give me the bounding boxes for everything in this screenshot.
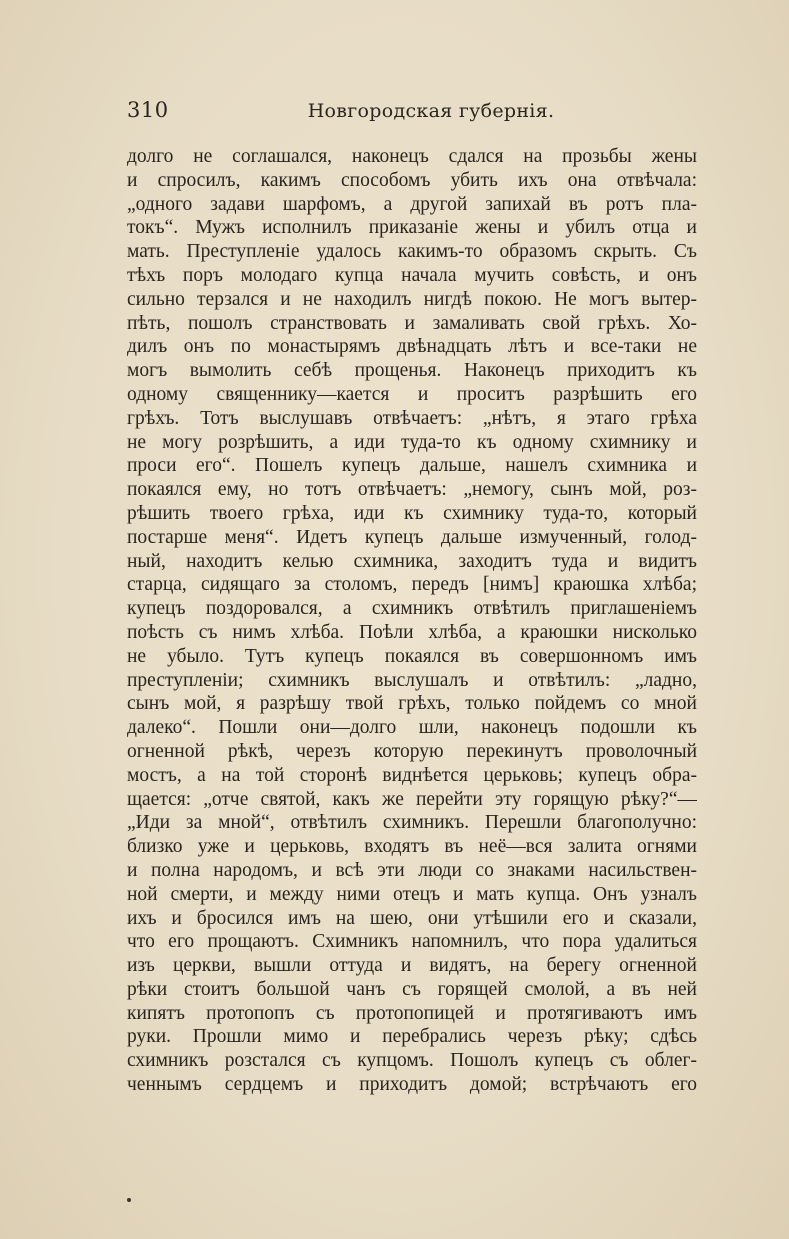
text-line: не убыло. Тутъ купецъ покаялся въ совершонномъ имъ: [127, 645, 697, 667]
text-line: могъ вымолить себѣ прощенья. Наконецъ приходитъ къ: [127, 360, 697, 382]
text-line: кипятъ протопопъ съ протопопицей и протягиваютъ имъ: [127, 1002, 697, 1024]
text-line: и полна народомъ, и всѣ эти люди со знаками насильствен-: [127, 859, 697, 881]
text-line: поѣсть съ нимъ хлѣба. Поѣли хлѣба, а краюшки нисколько: [127, 621, 697, 643]
text-line: щается: „отче святой, какъ же перейти эту горящую рѣку?“—: [127, 788, 697, 810]
running-title: Новгородская губернія.: [307, 100, 555, 122]
ink-speck: [127, 1198, 131, 1202]
text-line: покаялся ему, но тотъ отвѣчаетъ: „немогу, сынъ мой, роз-: [127, 479, 697, 501]
text-line: ной смерти, и между ними отецъ и мать купца. Онъ узналъ: [127, 883, 697, 905]
text-line: рѣки стоитъ большой чанъ съ горящей смолой, а въ ней: [127, 978, 697, 1000]
text-line: близко уже и церьковь, входятъ въ неё—вся залита огнями: [127, 836, 697, 858]
text-line: „одного задави шарфомъ, а другой запихай въ ротъ пла-: [127, 193, 697, 215]
text-line: ченнымъ сердцемъ и приходитъ домой; встрѣчаютъ его: [127, 1074, 697, 1096]
text-line: токъ“. Мужъ исполнилъ приказаніе жены и убилъ отца и: [127, 217, 697, 239]
text-line: мать. Преступленіе удалось какимъ-то образомъ скрыть. Съ: [127, 241, 697, 263]
text-line: „Иди за мной“, отвѣтилъ схимникъ. Перешли благополучно:: [127, 812, 697, 834]
text-line: тѣхъ поръ молодаго купца начала мучить совѣсть, и онъ: [127, 264, 697, 286]
text-line: пѣть, пошолъ странствовать и замаливать свой грѣхъ. Хо-: [127, 312, 697, 334]
body-text: [127, 145, 697, 1097]
text-line: схимникъ розстался съ купцомъ. Пошолъ купецъ съ облег-: [127, 1050, 697, 1072]
text-line: что его прощаютъ. Схимникъ напомнилъ, что пора удалиться: [127, 931, 697, 953]
text-line: руки. Прошли мимо и перебрались черезъ рѣку; сдѣсь: [127, 1026, 697, 1048]
text-line: не могу розрѣшить, а иди туда-то къ одному схимнику и: [127, 431, 697, 453]
text-line: мостъ, а на той сторонѣ виднѣется церьковь; купецъ обра-: [127, 764, 697, 786]
text-line: долго не соглашался, наконецъ сдался на прозьбы жены: [127, 146, 697, 167]
text-line: одному священнику—кается и проситъ разрѣшить его: [127, 383, 697, 405]
text-line: преступленіи; схимникъ выслушалъ и отвѣтилъ: „ладно,: [127, 669, 697, 691]
text-line: изъ церкви, вышли оттуда и видятъ, на берегу огненной: [127, 955, 697, 977]
text-line: старца, сидящаго за столомъ, передъ [нимъ] краюшка хлѣба;: [127, 574, 697, 596]
text-line: и спросилъ, какимъ способомъ убить ихъ она отвѣчала:: [127, 169, 697, 191]
text-line: купецъ поздоровался, а схимникъ отвѣтилъ приглашеніемъ: [127, 598, 697, 620]
text-line: грѣхъ. Тотъ выслушавъ отвѣчаетъ: „нѣтъ, я этаго грѣха: [127, 407, 697, 429]
text-line: проси его“. Пошелъ купецъ дальше, нашелъ схимника и: [127, 455, 697, 477]
text-line: ный, находитъ келью схимника, заходитъ туда и видитъ: [127, 550, 697, 572]
text-line: сильно терзался и не находилъ нигдѣ покою. Не могъ вытер-: [127, 288, 697, 310]
text-line: постарше меня“. Идетъ купецъ дальше измученный, голод-: [127, 526, 697, 548]
text-line: дилъ онъ по монастырямъ двѣнадцать лѣтъ и все-таки не: [127, 336, 697, 358]
text-line: рѣшить твоего грѣха, иди къ схимнику туда-то, который: [127, 502, 697, 524]
text-line: сынъ мой, я разрѣшу твой грѣхъ, только пойдемъ со мной: [127, 693, 697, 715]
text-line: далеко“. Пошли они—долго шли, наконецъ подошли къ: [127, 717, 697, 739]
page-header: [127, 98, 701, 128]
page-number: 310: [127, 98, 169, 122]
text-line: ихъ и бросился имъ на шею, они утѣшили его и сказали,: [127, 907, 697, 929]
text-line: огненной рѣкѣ, черезъ которую перекинутъ проволочный: [127, 740, 697, 762]
